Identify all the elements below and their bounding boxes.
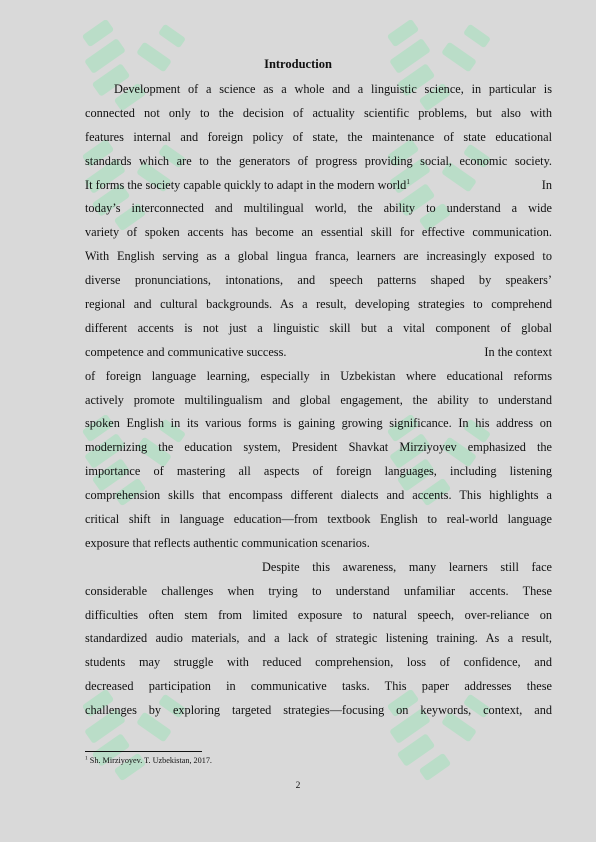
footnote-ref: 1 [406, 177, 410, 186]
text-line: variety of spoken accents has become an essential skill for effective communication. [85, 225, 552, 240]
text-line: standardized audio materials, and a lack of strategic listening training. As a result, [85, 631, 552, 646]
text-segment: In the context [484, 344, 552, 359]
text-line [85, 174, 552, 198]
footnote-divider [85, 751, 202, 752]
text-line: today’s interconnected and multilingual world, the ability to understand a wide [85, 201, 552, 216]
footnote-text: Sh. Mirziyoyev. T. Uzbekistan, 2017. [89, 756, 212, 765]
text-segment: It forms the society capable quickly to adapt in the modern world [85, 177, 407, 192]
text-line: Development of a science as a whole and a linguistic science, in particular is [114, 82, 552, 96]
text-line: actively promote multilingualism and global engagement, the ability to understand [85, 392, 552, 407]
text-line: spoken English in its various forms is gaining growing significance. In his address on [85, 416, 552, 431]
text-line: connected not only to the decision of actuality scientific problems, but also with [85, 105, 552, 120]
text-line: challenges by exploring targeted strategies—focusing on keywords, context, and [85, 703, 552, 718]
text-segment: In [541, 177, 552, 192]
text-line: decreased participation in communicative tasks. This paper addresses these [85, 679, 552, 694]
text-line: diverse pronunciations, intonations, and speech patterns shaped by speakers’ [85, 273, 552, 288]
text-segment: competence and communicative success. [85, 344, 287, 359]
section-title: Introduction [264, 57, 332, 71]
text-line: modernizing the education system, President Shavkat Mirziyoyev emphasized the [85, 440, 552, 455]
footnote-number: 1 [85, 755, 88, 762]
text-line: critical shift in language education—from textbook English to real-world language [85, 512, 552, 527]
text-line: regional and cultural backgrounds. As a result, developing strategies to comprehend [85, 297, 552, 312]
footnote [85, 756, 212, 765]
text-line: With English serving as a global lingua franca, learners are increasingly exposed to [85, 249, 552, 264]
text-line: considerable challenges when trying to understand unfamiliar accents. These [85, 583, 552, 598]
text-line: different accents is not just a linguistic skill but a vital component of global [85, 320, 552, 335]
text-line: of foreign language learning, especially in Uzbekistan where educational reforms [85, 368, 552, 383]
text-line: importance of mastering all aspects of foreign languages, including listening [85, 464, 552, 479]
text-line: Despite this awareness, many learners still face [262, 559, 552, 574]
page-number: 2 [295, 781, 301, 791]
body-text [85, 78, 552, 723]
text-line: students may struggle with reduced comprehension, loss of confidence, and [85, 655, 552, 670]
text-line: exposure that reflects authentic communication scenarios. [85, 535, 370, 550]
text-line: difficulties often stem from limited exposure to natural speech, over-reliance on [85, 607, 552, 622]
text-line: features internal and foreign policy of state, the maintenance of state educational [85, 129, 552, 144]
text-line [85, 341, 552, 365]
text-line: standards which are to the generators of progress providing social, economic society. [85, 153, 552, 168]
text-line: comprehension skills that encompass different dialects and accents. This highlights a [85, 488, 552, 503]
